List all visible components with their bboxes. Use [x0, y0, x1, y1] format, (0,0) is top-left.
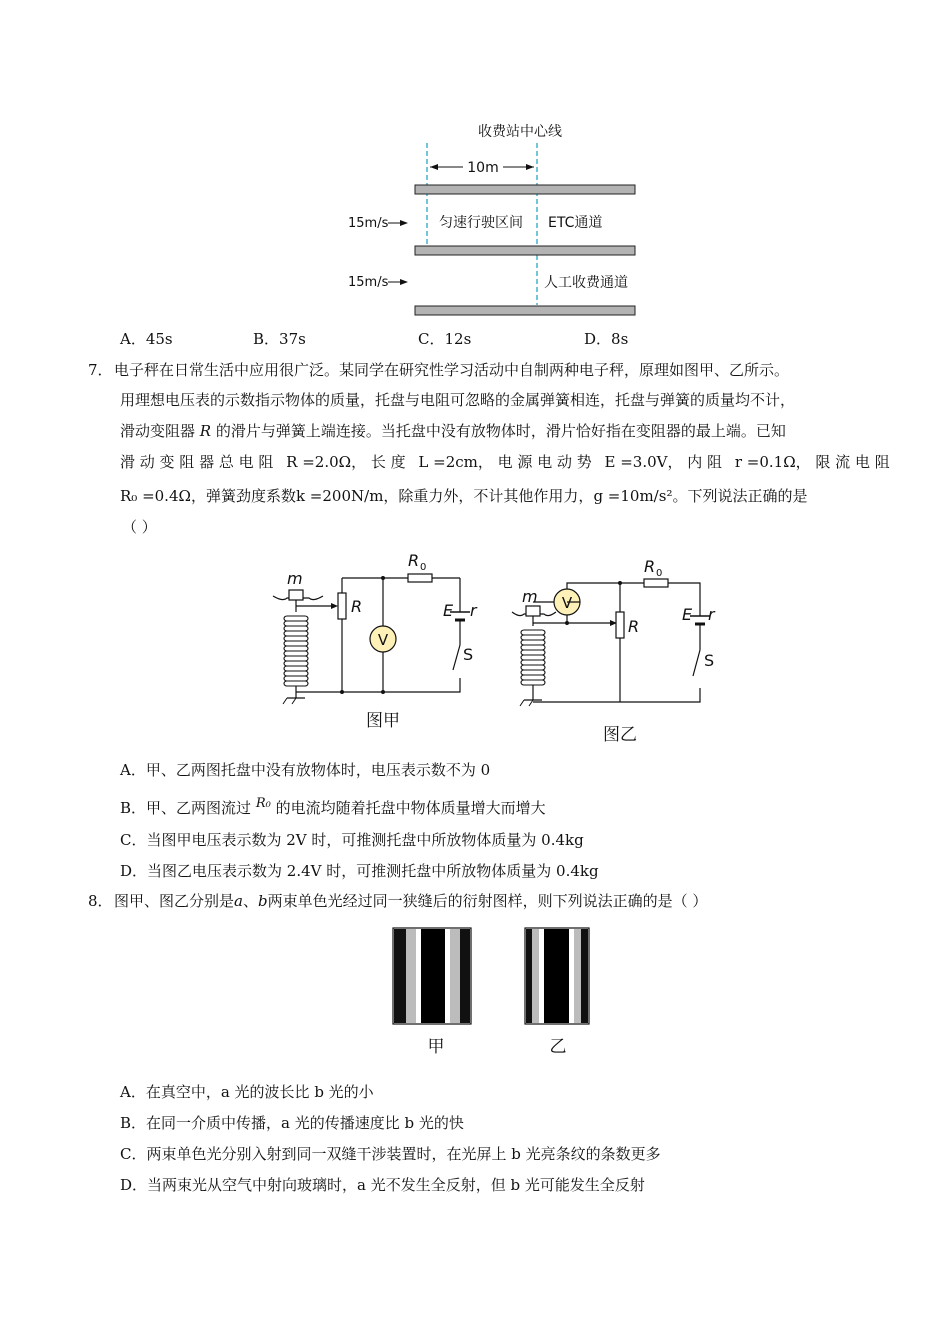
- q8-option-c: C．两束单色光分别入射到同一双缝干涉装置时，在光屏上 b 光亮条纹的条数更多: [120, 1145, 661, 1163]
- var-R: R: [199, 422, 212, 440]
- center-line-title: 收费站中心线: [478, 124, 562, 140]
- q7-line-4d: ， 内 阻: [667, 453, 723, 471]
- road-bar-bottom: [415, 306, 635, 315]
- svg-text:R: R: [628, 617, 640, 636]
- q8-question: [114, 891, 707, 911]
- q7-line-4e: ， 限 流 电 阻: [795, 453, 890, 471]
- q7-line-5a: ，弹簧劲度系数: [190, 487, 296, 505]
- q6-option-d: D．8s: [584, 330, 629, 348]
- q6-option-a: A．45s: [120, 330, 173, 348]
- q7-option-b1: B．甲、乙两图流过: [120, 799, 252, 817]
- q7-line-5: [120, 486, 807, 506]
- q7-option-c: C．当图甲电压表示数为 2V 时，可推测托盘中所放物体质量为 0.4kg: [120, 831, 584, 849]
- svg-text:R: R: [408, 551, 420, 570]
- q8-text-sep: 、: [242, 892, 258, 910]
- svg-text:r: r: [708, 605, 715, 624]
- arrow-right-icon: [400, 220, 408, 226]
- q7-line-5c: 。下列说法正确的是: [672, 487, 808, 505]
- q6-option-b: B．37s: [253, 330, 306, 348]
- q7-line-3: [120, 421, 786, 441]
- q7-k-value: k =200N/m: [295, 487, 384, 505]
- q7-line-3b: 的滑片与弹簧上端连接。当托盘中没有放物体时，滑片恰好指在变阻器的最上端。已知: [215, 422, 786, 440]
- q7-option-b-R0: R₀: [255, 796, 271, 811]
- circuit-figure-yi: [510, 550, 730, 750]
- svg-text:V: V: [561, 594, 573, 612]
- manual-lane-label: 人工收费通道: [544, 275, 628, 291]
- road-bar-top: [415, 185, 635, 194]
- q7-option-a: A．甲、乙两图托盘中没有放物体时，电压表示数不为 0: [120, 761, 491, 779]
- svg-text:m: m: [287, 569, 303, 588]
- q7-line-4c: ， 电 源 电 动 势: [477, 453, 592, 471]
- q7-E-value: E =3.0V: [604, 453, 668, 471]
- diffraction-figure: [390, 925, 600, 1060]
- svg-text:E: E: [443, 601, 454, 620]
- fig-jia-caption: 图甲: [366, 711, 400, 731]
- uniform-zone-label: 匀速行驶区间: [439, 215, 523, 231]
- spring: [284, 616, 308, 686]
- q8-text-a: 图甲、图乙分别是: [114, 892, 235, 910]
- q7-number: 7．: [88, 361, 113, 379]
- svg-text:m: m: [522, 587, 538, 606]
- diffraction-pattern-yi: [525, 928, 589, 1024]
- q7-line-5b: ，除重力外，不计其他作用力，: [383, 487, 594, 505]
- q7-option-d: D．当图乙电压表示数为 2.4V 时，可推测托盘中所放物体质量为 0.4kg: [120, 862, 599, 880]
- svg-text:R: R: [351, 597, 363, 616]
- svg-text:S: S: [463, 645, 474, 664]
- q8-number: 8．: [88, 892, 113, 910]
- distance-label: 10m: [467, 160, 499, 176]
- q8-text-b: 两束单色光经过同一狭缝后的衍射图样，则下列说法正确的是（ ）: [267, 892, 708, 910]
- q7-line-4b: ， 长 度: [351, 453, 406, 471]
- speed-label-manual: 15m/s: [348, 275, 389, 290]
- q7-R0-value: R₀ =0.4Ω: [120, 487, 191, 505]
- svg-text:V: V: [377, 631, 389, 649]
- q7-L-value: L =2cm: [418, 453, 478, 471]
- fig-jia-label: 甲: [427, 1037, 445, 1057]
- svg-text:0: 0: [420, 562, 427, 573]
- q7-answer-bracket: （ ）: [122, 518, 157, 536]
- speed-label-etc: 15m/s: [348, 216, 389, 231]
- q8-option-d: D．当两束光从空气中射向玻璃时，a 光不发生全反射，但 b 光可能发生全反射: [120, 1176, 645, 1194]
- arrow-right-icon: [400, 279, 408, 285]
- toll-station-figure: [330, 115, 650, 325]
- svg-text:E: E: [682, 605, 693, 624]
- q7-option-b2: 的电流均随着托盘中物体质量增大而增大: [275, 799, 546, 817]
- diffraction-pattern-jia: [393, 928, 471, 1024]
- road-bar-middle: [415, 246, 635, 255]
- var-b: b: [257, 892, 268, 910]
- svg-text:S: S: [704, 651, 715, 670]
- q7-line-4: [120, 452, 890, 472]
- q7-line-3a: 滑动变阻器: [120, 422, 196, 440]
- q7-g-value: g =10m/s²: [593, 487, 673, 505]
- q7-line-1: 电子秤在日常生活中应用很广泛。某同学在研究性学习活动中自制两种电子秤，原理如图甲、乙所示。: [114, 361, 790, 379]
- q7-r-value: r =0.1Ω: [734, 453, 796, 471]
- q8-option-a: A．在真空中，a 光的波长比 b 光的小: [120, 1083, 374, 1101]
- svg-text:r: r: [470, 601, 477, 620]
- q7-R-value: R =2.0Ω: [286, 453, 352, 471]
- q7-option-b: [120, 798, 546, 820]
- q7-line-2: 用理想电压表的示数指示物体的质量，托盘与电阻可忽略的金属弹簧相连，托盘与弹簧的质量均不计，: [120, 391, 796, 409]
- fig-yi-caption: 图乙: [603, 725, 637, 745]
- svg-text:0: 0: [656, 568, 663, 579]
- svg-text:R: R: [644, 557, 656, 576]
- fig-yi-label: 乙: [549, 1037, 567, 1057]
- var-a: a: [234, 892, 243, 910]
- q7-line-4a: 滑 动 变 阻 器 总 电 阻: [120, 453, 274, 471]
- q8-option-b: B．在同一介质中传播，a 光的传播速度比 b 光的快: [120, 1114, 464, 1132]
- etc-lane-label: ETC通道: [548, 215, 603, 231]
- circuit-figure-jia: [265, 550, 485, 740]
- q6-option-c: C．12s: [418, 330, 472, 348]
